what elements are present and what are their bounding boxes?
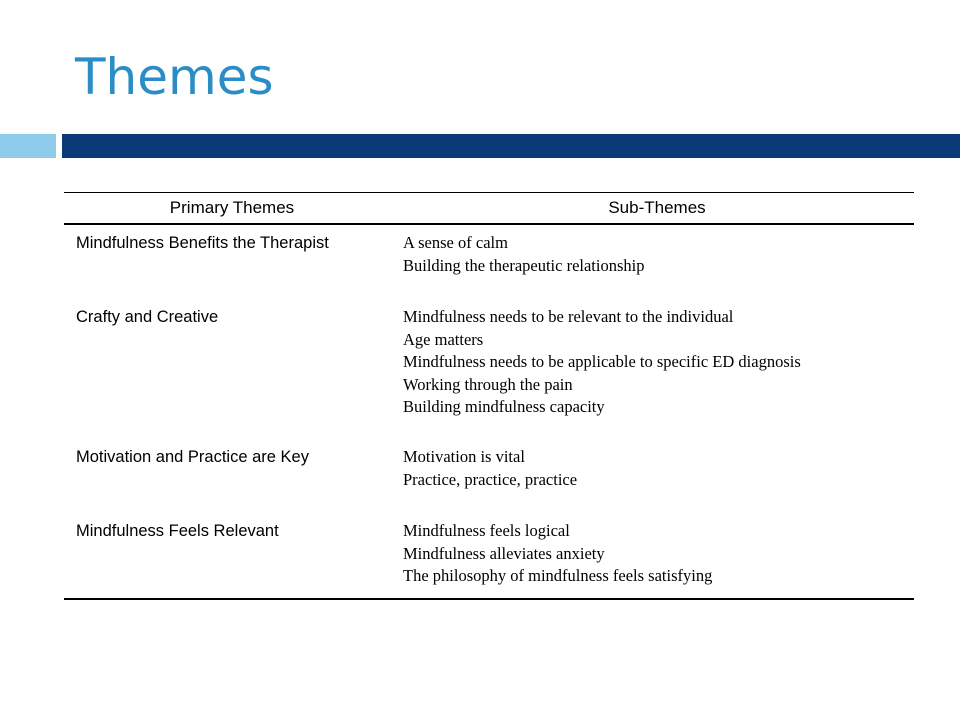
table-header-row [64, 193, 914, 225]
sub-theme: Mindfulness needs to be relevant to the individual [403, 307, 734, 326]
table-row [64, 439, 914, 513]
sub-theme: A sense of calm [403, 233, 508, 252]
title-divider-bar [62, 134, 960, 158]
table-row [64, 513, 914, 599]
primary-theme: Motivation and Practice are Key [76, 448, 309, 466]
sub-theme: Age matters [403, 329, 484, 349]
sub-theme: Mindfulness feels logical [403, 521, 570, 540]
sub-theme: Building mindfulness capacity [403, 397, 605, 416]
sub-theme: Building the therapeutic relationship [403, 255, 645, 275]
header-primary-themes: Primary Themes [64, 193, 400, 225]
sub-theme-list [400, 224, 914, 299]
primary-theme: Mindfulness Feels Relevant [64, 513, 400, 599]
sub-theme: Working through the pain [403, 374, 573, 394]
title-accent-block [0, 134, 56, 158]
sub-theme-list [400, 513, 914, 599]
slide-title: Themes [75, 48, 274, 106]
sub-theme: Practice, practice, practice [403, 469, 578, 489]
primary-theme: Crafty and Creative [76, 308, 219, 326]
header-sub-themes: Sub-Themes [400, 193, 914, 225]
sub-theme: Motivation is vital [403, 447, 525, 466]
primary-theme: Mindfulness Benefits the Therapist [76, 234, 329, 252]
sub-theme: Mindfulness alleviates anxiety [403, 543, 605, 563]
table-row [64, 224, 914, 299]
sub-theme-list [400, 439, 914, 513]
sub-theme: The philosophy of mindfulness feels satisfying [403, 566, 713, 585]
sub-theme: Mindfulness needs to be applicable to specific ED diagnosis [403, 352, 801, 371]
sub-theme-list [400, 299, 914, 439]
themes-table [64, 192, 914, 600]
table-row [64, 299, 914, 439]
